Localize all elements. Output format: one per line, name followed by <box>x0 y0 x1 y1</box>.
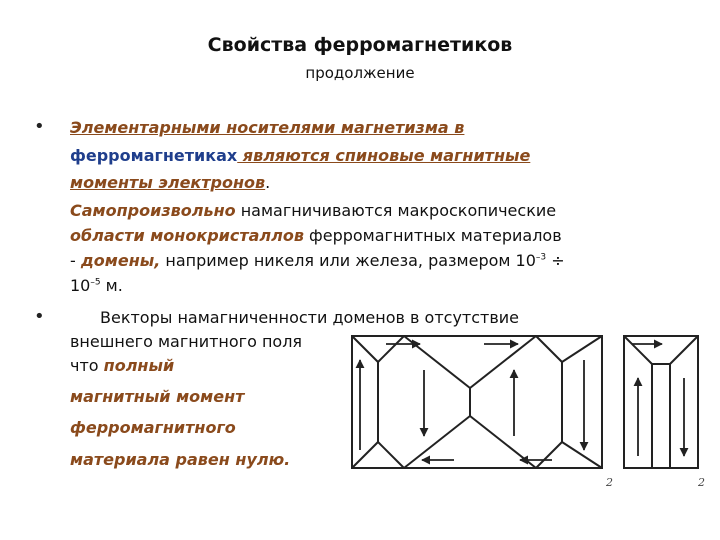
text-line <box>70 387 244 406</box>
domain-wall <box>562 442 602 468</box>
text-line <box>70 118 464 137</box>
corner-mark: 2 <box>698 476 705 489</box>
plain-text: Векторы намагниченности доменов в отсутствие <box>100 308 520 327</box>
text-line <box>70 276 123 295</box>
accent-text: Самопроизвольно <box>70 201 236 220</box>
accent-text: полный <box>103 356 175 375</box>
domain-block-left <box>352 336 602 468</box>
text-line <box>70 356 174 375</box>
text-line <box>100 308 519 327</box>
page-subtitle: продолжение <box>305 64 415 82</box>
plain-text: что <box>70 356 104 375</box>
accent-text: ферромагнитного <box>70 418 236 437</box>
domain-block-right <box>624 336 698 468</box>
domain-wall <box>536 336 562 362</box>
accent-text: являются спиновые магнитные <box>237 146 531 165</box>
plain-text: м. <box>100 276 123 295</box>
bullet-marker: • <box>34 116 45 137</box>
domain-wall <box>536 442 562 468</box>
plain-text: например никеля или железа, размером 10 <box>160 251 536 270</box>
plain-text: ферромагнитных материалов <box>303 226 562 245</box>
plain-text: 10 <box>70 276 91 295</box>
domain-wall <box>378 442 404 468</box>
text-line <box>70 332 302 351</box>
text-line <box>70 251 565 270</box>
accent-text: области монокристаллов <box>70 226 304 245</box>
domain-wall <box>352 442 378 468</box>
domain-wall <box>352 336 378 362</box>
accent-blue-text: ферромагнетиках <box>70 146 238 165</box>
accent-text: моменты электронов <box>70 173 266 192</box>
domain-structure-diagram <box>344 326 714 496</box>
text-line <box>70 226 562 245</box>
domain-wall <box>378 336 404 362</box>
domain-wall <box>670 336 698 364</box>
accent-text: домены, <box>80 251 161 270</box>
domain-wall <box>624 336 652 364</box>
text-line <box>70 201 556 220</box>
plain-text: внешнего магнитного поля <box>70 332 303 351</box>
plain-text: намагничиваются макроскопические <box>235 201 557 220</box>
page-title: Свойства ферромагнетиков <box>207 34 513 56</box>
text-line <box>70 173 270 192</box>
exponent: –5 <box>90 277 101 288</box>
text-line <box>70 450 290 469</box>
domain-wall <box>562 336 602 362</box>
bullet-marker: • <box>34 306 45 327</box>
plain-text: - <box>70 251 81 270</box>
exponent: –3 <box>535 252 547 263</box>
text-line <box>70 418 236 437</box>
accent-text: Элементарными носителями магнетизма в <box>70 118 465 137</box>
accent-text: материала равен нулю. <box>70 450 291 469</box>
corner-mark: 2 <box>606 476 613 489</box>
text-line <box>70 146 530 165</box>
plain-text: . <box>265 173 271 192</box>
plain-text: ÷ <box>546 251 565 270</box>
accent-text: магнитный момент <box>70 387 245 406</box>
